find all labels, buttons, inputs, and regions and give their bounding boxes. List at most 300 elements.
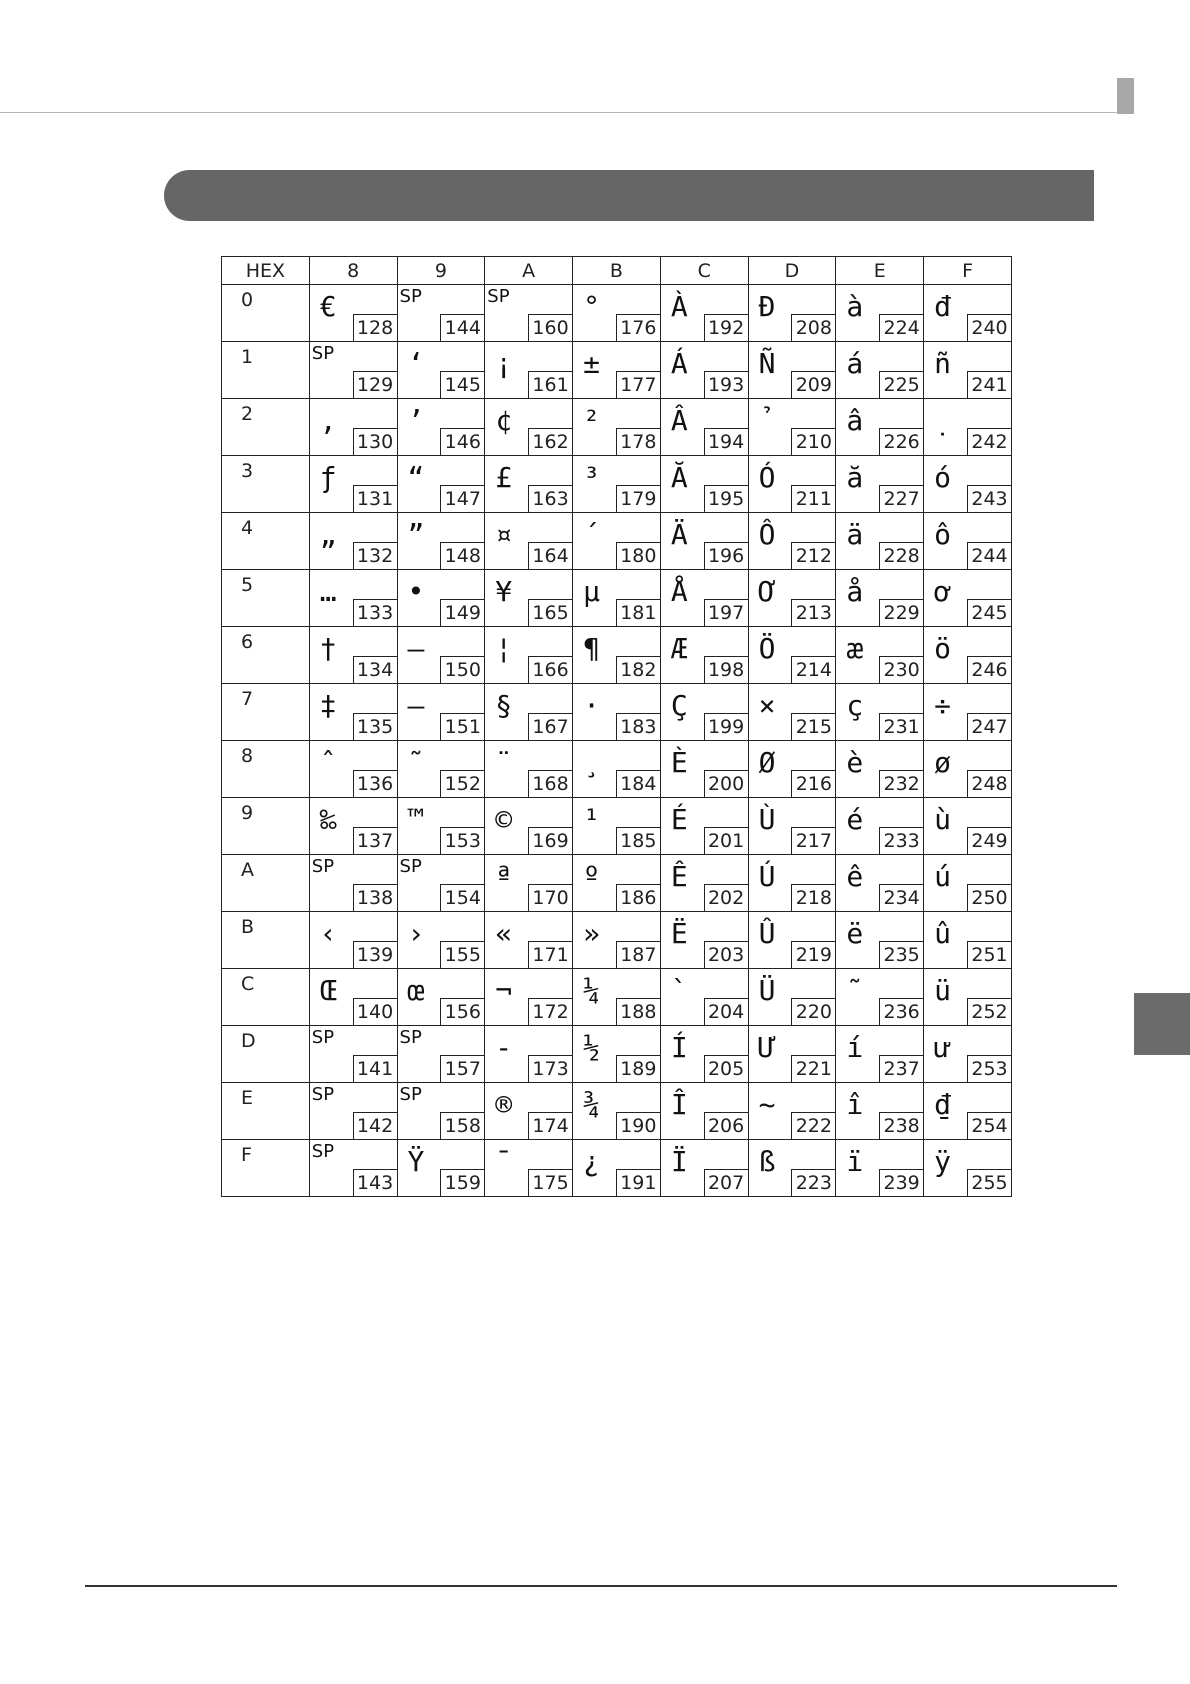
decimal-code: 158: [440, 1112, 484, 1139]
code-cell: [573, 627, 661, 684]
decimal-code: 145: [440, 371, 484, 398]
code-cell: [485, 342, 573, 399]
code-cell: [924, 684, 1012, 741]
table-row: [222, 969, 1012, 1026]
character-glyph: Ú: [758, 860, 776, 893]
column-header: E: [836, 257, 924, 285]
character-glyph: ë: [846, 917, 864, 950]
code-cell: [660, 1083, 748, 1140]
code-cell: [309, 912, 397, 969]
row-header: [222, 399, 310, 456]
code-cell: [660, 1140, 748, 1197]
table-row: [222, 855, 1012, 912]
row-hex-label: 4: [241, 517, 254, 539]
row-hex-label: 2: [241, 403, 254, 425]
code-cell: [748, 399, 836, 456]
character-glyph: “: [407, 461, 425, 494]
decimal-code: 157: [440, 1055, 484, 1082]
code-cell: [309, 1140, 397, 1197]
decimal-code: 207: [704, 1169, 748, 1196]
character-glyph: Ë: [670, 917, 688, 950]
code-cell: [924, 855, 1012, 912]
character-glyph: ª: [495, 860, 513, 893]
decimal-code: 177: [616, 371, 660, 398]
decimal-code: 237: [879, 1055, 923, 1082]
character-glyph: À: [670, 290, 688, 323]
decimal-code: 159: [440, 1169, 484, 1196]
decimal-code: 253: [967, 1055, 1011, 1082]
character-glyph: SP: [311, 856, 335, 877]
table-row: [222, 1083, 1012, 1140]
character-glyph: -: [495, 1031, 513, 1064]
decimal-code: 245: [967, 599, 1011, 626]
character-glyph: ó: [934, 461, 951, 494]
character-glyph: ›: [407, 917, 425, 950]
table-row: [222, 912, 1012, 969]
decimal-code: 146: [440, 428, 484, 455]
character-glyph: Ñ: [758, 347, 776, 380]
decimal-code: 149: [440, 599, 484, 626]
character-glyph: SP: [311, 1141, 335, 1162]
code-cell: [397, 1140, 485, 1197]
decimal-code: 228: [879, 542, 923, 569]
decimal-code: 250: [967, 884, 1011, 911]
code-cell: [836, 1026, 924, 1083]
decimal-code: 198: [704, 656, 748, 683]
character-glyph: Ï: [670, 1145, 688, 1178]
decimal-code: 204: [704, 998, 748, 1025]
decimal-code: 143: [353, 1169, 397, 1196]
code-cell: [397, 1083, 485, 1140]
code-cell: [397, 741, 485, 798]
character-glyph: ÿ: [934, 1145, 951, 1178]
decimal-code: 170: [528, 884, 572, 911]
character-glyph: Í: [670, 1031, 688, 1064]
row-hex-label: D: [241, 1030, 256, 1052]
character-glyph: đ: [934, 290, 951, 323]
character-glyph: µ: [583, 575, 600, 608]
header-rule: [0, 112, 1134, 113]
character-glyph: „: [319, 518, 337, 551]
row-header: [222, 684, 310, 741]
row-header: [222, 627, 310, 684]
decimal-code: 154: [440, 884, 484, 911]
character-glyph: à: [846, 290, 864, 323]
decimal-code: 227: [879, 485, 923, 512]
character-glyph: ¶: [583, 632, 600, 665]
code-cell: [309, 570, 397, 627]
decimal-code: 160: [528, 314, 572, 341]
character-glyph: ˜: [407, 746, 425, 779]
decimal-code: 243: [967, 485, 1011, 512]
code-cell: [924, 627, 1012, 684]
character-glyph: Û: [758, 917, 776, 950]
decimal-code: 208: [791, 314, 835, 341]
decimal-code: 219: [791, 941, 835, 968]
decimal-code: 218: [791, 884, 835, 911]
row-hex-label: 8: [241, 745, 254, 767]
decimal-code: 196: [704, 542, 748, 569]
decimal-code: 138: [353, 884, 397, 911]
column-header: A: [485, 257, 573, 285]
code-cell: [573, 1083, 661, 1140]
row-hex-label: 7: [241, 688, 254, 710]
character-glyph: ±: [583, 347, 600, 380]
code-cell: [309, 798, 397, 855]
code-cell: [924, 741, 1012, 798]
code-cell: [836, 912, 924, 969]
code-cell: [748, 798, 836, 855]
decimal-code: 150: [440, 656, 484, 683]
character-glyph: ~: [758, 1088, 776, 1121]
decimal-code: 240: [967, 314, 1011, 341]
decimal-code: 205: [704, 1055, 748, 1082]
column-header: C: [660, 257, 748, 285]
code-cell: [660, 513, 748, 570]
row-hex-label: B: [241, 916, 255, 938]
code-cell: [924, 969, 1012, 1026]
code-cell: [573, 570, 661, 627]
decimal-code: 132: [353, 542, 397, 569]
row-hex-label: A: [241, 859, 254, 881]
character-glyph: Ó: [758, 461, 776, 494]
character-glyph: º: [583, 860, 600, 893]
code-cell: [748, 456, 836, 513]
code-cell: [748, 570, 836, 627]
decimal-code: 206: [704, 1112, 748, 1139]
decimal-code: 174: [528, 1112, 572, 1139]
character-glyph: ¯: [495, 1145, 513, 1178]
character-glyph: ‰: [319, 803, 337, 836]
header-row: [222, 257, 1012, 285]
decimal-code: 162: [528, 428, 572, 455]
code-cell: [397, 456, 485, 513]
header-tab-marker: [1117, 78, 1134, 114]
character-glyph: ă: [846, 461, 864, 494]
code-cell: [748, 627, 836, 684]
code-cell: [485, 741, 573, 798]
row-header: [222, 342, 310, 399]
code-cell: [485, 684, 573, 741]
hex-header: HEX: [222, 257, 310, 285]
column-header: 9: [397, 257, 485, 285]
row-hex-label: 3: [241, 460, 254, 482]
character-glyph: ¼: [583, 974, 600, 1007]
row-header: [222, 1083, 310, 1140]
code-cell: [397, 627, 485, 684]
character-glyph: SP: [487, 286, 510, 307]
decimal-code: 230: [879, 656, 923, 683]
code-cell: [309, 342, 397, 399]
decimal-code: 255: [967, 1169, 1011, 1196]
decimal-code: 163: [528, 485, 572, 512]
row-hex-label: 6: [241, 631, 254, 653]
character-glyph: ©: [495, 803, 513, 836]
code-cell: [573, 684, 661, 741]
decimal-code: 217: [791, 827, 835, 854]
character-glyph: ƒ: [319, 461, 337, 494]
decimal-code: 214: [791, 656, 835, 683]
code-cell: [660, 912, 748, 969]
decimal-code: 236: [879, 998, 923, 1025]
decimal-code: 144: [440, 314, 484, 341]
code-cell: [660, 969, 748, 1026]
character-glyph: è: [846, 746, 864, 779]
table-row: [222, 513, 1012, 570]
decimal-code: 241: [967, 371, 1011, 398]
code-cell: [660, 285, 748, 342]
decimal-code: 225: [879, 371, 923, 398]
decimal-code: 210: [791, 428, 835, 455]
section-banner: [164, 170, 1094, 221]
row-hex-label: 1: [241, 346, 254, 368]
row-hex-label: 0: [241, 289, 254, 311]
code-cell: [924, 285, 1012, 342]
character-glyph: ®: [495, 1088, 513, 1121]
decimal-code: 171: [528, 941, 572, 968]
decimal-code: 239: [879, 1169, 923, 1196]
decimal-code: 186: [616, 884, 660, 911]
character-glyph: ¨: [495, 746, 513, 779]
code-cell: [748, 969, 836, 1026]
decimal-code: 179: [616, 485, 660, 512]
character-glyph: †: [319, 632, 337, 665]
character-glyph: ù: [934, 803, 951, 836]
character-glyph: –: [407, 632, 425, 665]
code-cell: [660, 855, 748, 912]
character-glyph: ¿: [583, 1145, 600, 1178]
code-cell: [748, 1140, 836, 1197]
row-header: [222, 456, 310, 513]
code-cell: [573, 285, 661, 342]
row-header: [222, 1140, 310, 1197]
row-header: [222, 912, 310, 969]
code-cell: [924, 912, 1012, 969]
character-glyph: ½: [583, 1031, 600, 1064]
decimal-code: 185: [616, 827, 660, 854]
decimal-code: 151: [440, 713, 484, 740]
decimal-code: 199: [704, 713, 748, 740]
decimal-code: 178: [616, 428, 660, 455]
code-cell: [397, 798, 485, 855]
code-cell: [836, 1140, 924, 1197]
character-glyph: Ä: [670, 518, 688, 551]
character-glyph: î: [846, 1088, 864, 1121]
code-cell: [397, 855, 485, 912]
character-glyph: ú: [934, 860, 951, 893]
code-cell: [573, 969, 661, 1026]
footer-rule: [85, 1585, 1117, 1587]
decimal-code: 193: [704, 371, 748, 398]
character-glyph: ¹: [583, 803, 600, 836]
code-cell: [836, 798, 924, 855]
code-cell: [836, 570, 924, 627]
code-cell: [836, 285, 924, 342]
decimal-code: 183: [616, 713, 660, 740]
table-row: [222, 285, 1012, 342]
code-cell: [836, 1083, 924, 1140]
decimal-code: 141: [353, 1055, 397, 1082]
code-cell: [748, 285, 836, 342]
character-glyph: ”: [407, 518, 425, 551]
column-header: D: [748, 257, 836, 285]
row-header: [222, 741, 310, 798]
character-glyph: Ø: [758, 746, 776, 779]
table-row: [222, 798, 1012, 855]
decimal-code: 148: [440, 542, 484, 569]
character-glyph: ü: [934, 974, 951, 1007]
code-cell: [397, 342, 485, 399]
code-cell: [573, 1140, 661, 1197]
code-cell: [924, 456, 1012, 513]
row-hex-label: C: [241, 973, 255, 995]
character-glyph: Î: [670, 1088, 688, 1121]
decimal-code: 194: [704, 428, 748, 455]
code-cell: [748, 741, 836, 798]
code-cell: [485, 513, 573, 570]
code-cell: [485, 969, 573, 1026]
decimal-code: 242: [967, 428, 1011, 455]
decimal-code: 234: [879, 884, 923, 911]
code-cell: [309, 855, 397, 912]
character-glyph: ’: [407, 404, 425, 437]
code-cell: [485, 1026, 573, 1083]
character-glyph: ₫: [934, 1088, 951, 1121]
character-glyph: ø: [934, 746, 951, 779]
column-header: 8: [309, 257, 397, 285]
decimal-code: 254: [967, 1112, 1011, 1139]
code-cell: [309, 399, 397, 456]
decimal-code: 167: [528, 713, 572, 740]
code-cell: [748, 513, 836, 570]
decimal-code: 192: [704, 314, 748, 341]
code-cell: [485, 627, 573, 684]
decimal-code: 136: [353, 770, 397, 797]
table-row: [222, 627, 1012, 684]
character-glyph: Ư: [758, 1031, 776, 1064]
decimal-code: 216: [791, 770, 835, 797]
decimal-code: 142: [353, 1112, 397, 1139]
character-glyph: ¸: [583, 746, 600, 779]
code-cell: [573, 456, 661, 513]
decimal-code: 137: [353, 827, 397, 854]
decimal-code: 247: [967, 713, 1011, 740]
decimal-code: 238: [879, 1112, 923, 1139]
code-cell: [924, 798, 1012, 855]
row-hex-label: 9: [241, 802, 254, 824]
character-glyph: §: [495, 689, 513, 722]
code-cell: [573, 798, 661, 855]
character-glyph: ×: [758, 689, 776, 722]
code-cell: [660, 399, 748, 456]
decimal-code: 190: [616, 1112, 660, 1139]
code-cell: [309, 684, 397, 741]
code-cell: [660, 570, 748, 627]
code-cell: [660, 798, 748, 855]
decimal-code: 140: [353, 998, 397, 1025]
row-header: [222, 798, 310, 855]
character-glyph: œ: [407, 974, 425, 1007]
character-glyph: Ü: [758, 974, 776, 1007]
character-glyph: Ç: [670, 689, 688, 722]
decimal-code: 191: [616, 1169, 660, 1196]
code-cell: [309, 1026, 397, 1083]
character-glyph: Ö: [758, 632, 776, 665]
code-cell: [836, 513, 924, 570]
decimal-code: 231: [879, 713, 923, 740]
character-glyph: —: [407, 689, 425, 722]
character-glyph: Ă: [670, 461, 688, 494]
decimal-code: 251: [967, 941, 1011, 968]
decimal-code: 165: [528, 599, 572, 626]
decimal-code: 153: [440, 827, 484, 854]
decimal-code: 246: [967, 656, 1011, 683]
code-cell: [924, 342, 1012, 399]
decimal-code: 220: [791, 998, 835, 1025]
character-glyph: Â: [670, 404, 688, 437]
character-glyph: •: [407, 575, 425, 608]
character-glyph: Œ: [319, 974, 337, 1007]
code-cell: [573, 741, 661, 798]
code-cell: [573, 912, 661, 969]
character-glyph: SP: [311, 1084, 335, 1105]
table-row: [222, 570, 1012, 627]
code-cell: [397, 1026, 485, 1083]
code-cell: [485, 855, 573, 912]
character-glyph: È: [670, 746, 688, 779]
character-glyph: â: [846, 404, 864, 437]
character-glyph: å: [846, 575, 864, 608]
decimal-code: 128: [353, 314, 397, 341]
table-body: [222, 285, 1012, 1197]
decimal-code: 244: [967, 542, 1011, 569]
decimal-code: 226: [879, 428, 923, 455]
code-cell: [397, 912, 485, 969]
code-cell: [309, 1083, 397, 1140]
character-glyph: ‡: [319, 689, 337, 722]
code-cell: [836, 627, 924, 684]
decimal-code: 155: [440, 941, 484, 968]
row-header: [222, 513, 310, 570]
decimal-code: 201: [704, 827, 748, 854]
code-cell: [397, 285, 485, 342]
decimal-code: 203: [704, 941, 748, 968]
decimal-code: 221: [791, 1055, 835, 1082]
decimal-code: 152: [440, 770, 484, 797]
decimal-code: 181: [616, 599, 660, 626]
decimal-code: 188: [616, 998, 660, 1025]
code-cell: [836, 741, 924, 798]
character-glyph: ™: [407, 803, 425, 836]
decimal-code: 172: [528, 998, 572, 1025]
row-header: [222, 285, 310, 342]
character-glyph: £: [495, 461, 513, 494]
code-cell: [836, 456, 924, 513]
code-cell: [748, 342, 836, 399]
character-glyph: Đ: [758, 290, 776, 323]
character-glyph: ¤: [495, 518, 513, 551]
decimal-code: 139: [353, 941, 397, 968]
decimal-code: 173: [528, 1055, 572, 1082]
character-glyph: É: [670, 803, 688, 836]
code-cell: [836, 855, 924, 912]
decimal-code: 209: [791, 371, 835, 398]
character-glyph: í: [846, 1031, 864, 1064]
table-row: [222, 456, 1012, 513]
decimal-code: 235: [879, 941, 923, 968]
character-glyph: ‘: [407, 347, 425, 380]
row-header: [222, 570, 310, 627]
